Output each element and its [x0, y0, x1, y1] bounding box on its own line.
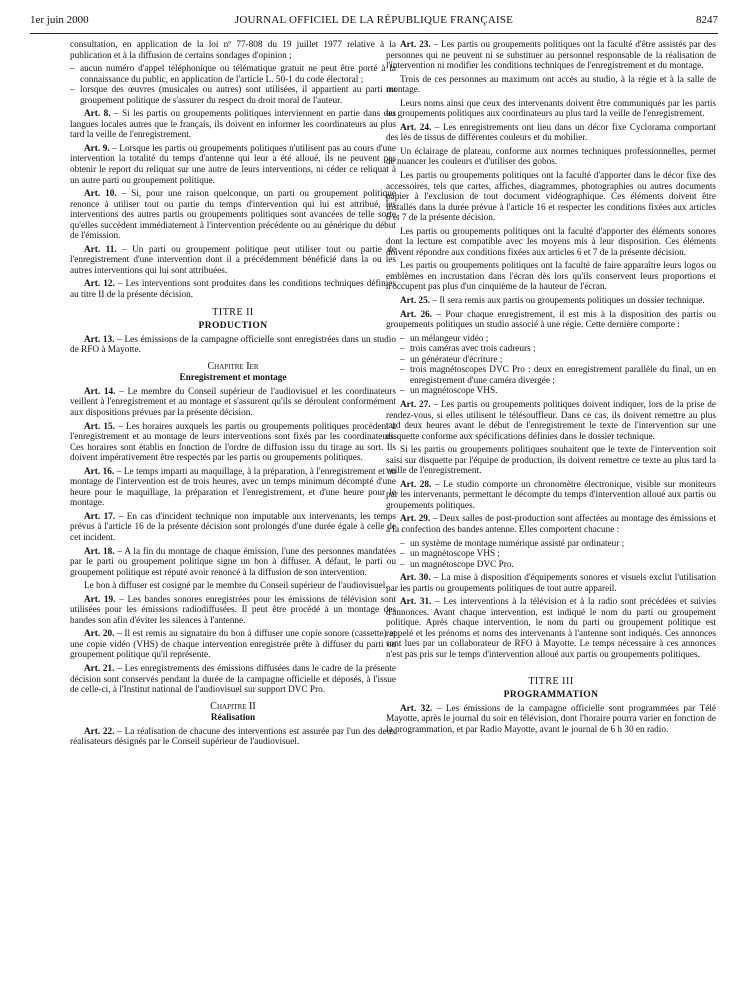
list-item: – lorsque des œuvres (musicales ou autres) sont utilisées, il appartient au parti ou groupement politique de s'assurer du respect du droit moral de l'auteur.	[70, 85, 396, 106]
article-text: – Il est remis au signataire du bon à diffuser une copie sonore (cassette) et une copie vidéo (VHS) de chaque intervention enregistrée prête à diffuser du parti ou groupement politique qu'il représente.	[70, 629, 396, 661]
article-text: – Les interventions à la télévision et à la radio sont précédées et suivies d'annonces. Avant chaque intervention, est indiqué le nom du parti ou groupement politique. Après chaque intervention, le nom du parti ou groupement politique est rappelé et les prénoms et noms des intervenants à l'antenne sont indiqués. Ces annonces sont lues par un collaborateur de RFO à Mayotte. Le temps nécessaire à ces annonces n'est pas pris sur le temps d'intervention alloué aux partis ou groupements politiques.	[386, 597, 717, 660]
article-24	[386, 123, 716, 144]
article-label: Art. 29.	[400, 514, 431, 525]
article-text: – Un parti ou groupement politique peut utiliser tout ou partie de l'enregistrement d'une intervention dont il a précédemment bénéficié dans la ou les autres interventions qui lui sont attribuées.	[70, 244, 396, 276]
post-production-list	[386, 539, 716, 571]
article-text: – Les partis ou groupements politiques doivent indiquer, lors de la prise de rendez-vous, si elles utilisent le télésouffleur. Dans ce cas, ils doivent remettre au plus tard deux heures avant le début de l'enregistrement le texte de l'intervention sur une disquette conforme aux spécifications définies dans le dossier technique.	[386, 399, 716, 442]
right-column	[386, 40, 716, 738]
article-19	[70, 595, 396, 627]
list-item: – un magnétoscope VHS ;	[386, 549, 716, 560]
article-8	[70, 109, 396, 141]
paragraph: Les partis ou groupements politiques ont la faculté de faire apparaître leurs logos ou emblèmes en incrustation dans l'écran dès lors qu'ils conservent leurs proportions et n'occupent pas plus d'un cinquième de la hauteur de l'écran.	[386, 261, 716, 293]
paragraph: consultation, en application de la loi nº 77-808 du 19 juillet 1977 relative à la publication et à la diffusion de certains sondages d'opinion ;	[70, 40, 396, 61]
list-item: – un générateur d'écriture ;	[386, 355, 716, 366]
article-25	[386, 296, 716, 307]
page-header	[30, 14, 718, 30]
title-heading: TITRE II	[212, 306, 254, 318]
header-date: 1er juin 2000	[30, 14, 89, 26]
article-label: Art. 28.	[400, 479, 432, 490]
list-item: – un magnétoscope DVC Pro.	[386, 560, 716, 571]
article-text: – Si, pour une raison quelconque, un parti ou groupement politique renonce à utiliser tout ou partie du temps d'intervention qui lui est attribué, les interventions des autres partis ou groupements politiques sont avancées de telle sorte qu'elles succèdent immédiatement à l'intervention précédente ou au générique du début de l'émission.	[70, 189, 396, 242]
paragraph: Un éclairage de plateau, conforme aux normes techniques professionnelles, permet de nuancer les couleurs et d'utiliser des gobos.	[386, 146, 716, 168]
article-20	[70, 629, 396, 661]
article-text: – Les partis ou groupements politiques ont la faculté d'être assistés par des personnes qui ne peuvent ni se substituer au personnel responsable de la réalisation de l'intervention ni modifier les conditions techniques de l'enregistrement et du montage.	[386, 40, 716, 72]
article-label: Art. 25.	[400, 296, 431, 307]
list-item: – aucun numéro d'appel téléphonique ou télématique gratuit ne peut être porté à la connaissance du public, en application de l'article L. 50-1 du code électoral ;	[70, 64, 396, 85]
article-text: – Pour chaque enregistrement, il est mis à la disposition des partis ou groupements politiques un studio associé à une régie. Cette dernière comporte :	[386, 309, 716, 331]
article-label: Art. 10.	[84, 189, 117, 200]
article-text: – Les émissions de la campagne officielle sont enregistrées dans un studio de RFO à Mayotte.	[70, 334, 396, 356]
equipment-list	[386, 334, 716, 397]
article-text: – La réalisation de chacune des interventions est assurée par l'un des deux réalisateurs désignés par le Conseil supérieur de l'audiovisuel.	[70, 726, 396, 748]
section-heading: PROGRAMMATION	[503, 690, 599, 701]
list-item: – trois caméras avec trois cadreurs ;	[386, 344, 716, 355]
article-label: Art. 12.	[84, 279, 115, 290]
article-text: – Les enregistrements des émissions diffusées dans le cadre de la présente décision sont conservés pendant la durée de la campagne officielle et déposés, à l'issue de celle-ci, à l'Institut national de l'audiovisuel sur support DVC Pro.	[70, 663, 396, 696]
article-21	[70, 664, 396, 696]
article-text: – Le membre du Conseil supérieur de l'audiovisuel et les coordinateurs veillent à l'enregistrement et au montage et s'assurent qu'ils se déroulent conformément aux dispositions prévues par la présente décision.	[70, 386, 396, 418]
article-label: Art. 30.	[400, 573, 431, 584]
article-label: Art. 20.	[84, 629, 115, 640]
article-text: – Lorsque les partis ou groupements politiques n'utilisent pas au cours d'une intervention la totalité du temps d'antenne qui leur a été alloué, ils ne peuvent pas obtenir le report du reliquat sur une autre de leurs interventions, ni céder ce reliquat à un autre parti ou groupement politique.	[70, 143, 396, 186]
article-text: – La mise à disposition d'équipements sonores et visuels exclut l'utilisation par les partis ou groupements politiques de tout autre appareil.	[386, 573, 716, 594]
article-text: – Si les partis ou groupements politiques interviennent en partie dans des langues locales autres que le français, ils doivent en informer les coordinateurs au plus tard la veille de l'enregistrement.	[70, 109, 396, 141]
article-text: – Les bandes sonores enregistrées pour les émissions de télévision sont utilisées pour les émissions radiodiffusées. Il peut être procédé à un montage des bandes son afin d'éviter les silences à l'antenne.	[70, 594, 396, 626]
paragraph: Si les partis ou groupements politiques souhaitent que le texte de l'intervention soit saisi sur disquette par l'équipe de production, ils doivent remettre ce texte au plus tard la veille de l'enregistrement.	[386, 445, 716, 477]
article-14	[70, 387, 396, 419]
article-30	[386, 573, 716, 594]
article-text: – A la fin du montage de chaque émission, l'une des personnes mandatées par le parti ou groupement politique signe un bon à diffuser. A défaut, le parti ou groupement politique est réputé avoir renoncé à la diffusion de son intervention.	[70, 546, 396, 578]
article-text: – Les enregistrements ont lieu dans un décor fixe Cyclorama comportant des lés de tissus de différentes couleurs et du mobilier.	[386, 122, 716, 144]
article-9	[70, 144, 396, 186]
paragraph: Leurs noms ainsi que ceux des intervenants doivent être communiqués par les partis ou groupements politiques aux coordinateurs au plus tard la veille de l'enregistrement.	[386, 98, 716, 120]
article-label: Art. 27.	[400, 399, 431, 410]
chapter-subheading: Enregistrement et montage	[179, 373, 287, 384]
left-column	[70, 40, 396, 751]
article-label: Art. 31.	[400, 597, 432, 608]
article-label: Art. 17.	[84, 511, 116, 522]
article-text: – Il sera remis aux partis ou groupements politiques un dossier technique.	[430, 296, 705, 307]
article-text: – Les émissions de la campagne officielle sont programmées par Télé Mayotte, après le journal du soir en télévision, dont l'horaire pourra varier en fonction de la programmation, et par Radio Mayotte, avant le journal de 6 h 30 en radio.	[386, 703, 716, 735]
article-label: Art. 32.	[400, 703, 433, 714]
article-label: Art. 14.	[84, 386, 116, 397]
paragraph: Les partis ou groupements politiques ont la faculté d'apporter dans le décor fixe des accessoires, tels que cartes, affiches, diagrammes, photographies ou autres documents papier à l'exclusion de tout document vidéographique. Ces éléments doivent être installés dans la durée prévue à l'article 16 et respecter les conditions fixées aux articles 6 et 7 de la présente décision.	[386, 171, 716, 224]
list-item: – un mélangeur vidéo ;	[386, 334, 716, 345]
paragraph: Le bon à diffuser est cosigné par le membre du Conseil supérieur de l'audiovisuel.	[84, 581, 388, 592]
article-text: – En cas d'incident technique non imputable aux intervenants, les temps prévus à l'article 16 de la présente décision sont prolongés d'une durée égale à celle de cet incident.	[70, 511, 396, 543]
article-label: Art. 16.	[84, 466, 115, 477]
article-text: – Le temps imparti au maquillage, à la préparation, à l'enregistrement et au montage de l'intervention est de trois heures, avec un temps minimum décompté d'une heure pour le maquillage, la préparation et l'enregistrement, et d'une heure pour le montage.	[70, 466, 396, 509]
article-23	[386, 40, 716, 72]
paragraph: Les partis ou groupements politiques ont la faculté d'apporter des éléments sonores dont la lecture est compatible avec les moyens mis à leur disposition. Ces éléments doivent répondre aux conditions fixées aux articles 6 et 7 de la présente décision.	[386, 226, 716, 258]
article-label: Art. 15.	[84, 421, 115, 432]
paragraph: Trois de ces personnes au maximum ont accès au studio, à la régie et à la salle de montage.	[386, 74, 716, 96]
list-item: – un magnétoscope VHS.	[386, 386, 716, 397]
list-item: – trois magnétoscopes DVC Pro : deux en enregistrement parallèle du final, un en enregistrement d'une caméra divergée ;	[386, 365, 716, 386]
article-text: – Les horaires auxquels les partis ou groupements politiques procèdent à l'enregistrement et au montage de leurs interventions sont fixés par les coordinateurs. Ces horaires sont établis en fonction de l'ordre de diffusion issu du tirage au sort. Ils doivent impérativement être respectés par les partis ou groupements politiques.	[70, 421, 396, 464]
article-22	[70, 727, 396, 748]
condition-list	[70, 64, 396, 106]
list-item: – un système de montage numérique assisté par ordinateur ;	[386, 539, 716, 550]
title-heading: TITRE III	[528, 675, 574, 687]
article-label: Art. 18.	[84, 546, 115, 557]
article-26	[386, 310, 716, 331]
article-16	[70, 467, 396, 509]
article-28	[386, 480, 716, 512]
article-text: – Les interventions sont produites dans les conditions techniques définies au titre II de la présente décision.	[70, 279, 396, 301]
chapter-heading: Chapitre II	[210, 700, 256, 712]
article-32	[386, 704, 716, 736]
article-label: Art. 21.	[84, 663, 115, 674]
article-31	[386, 597, 716, 660]
article-27	[386, 400, 716, 442]
article-label: Art. 24.	[400, 122, 432, 133]
article-text: – Deux salles de post-production sont affectées au montage des émissions et à la confection des bandes antenne. Elles comportent chacune :	[386, 514, 716, 535]
article-18	[70, 547, 396, 579]
article-label: Art. 8.	[84, 109, 111, 120]
article-13	[70, 335, 396, 356]
header-rule	[30, 33, 718, 34]
section-heading: PRODUCTION	[198, 321, 268, 332]
article-10	[70, 189, 396, 242]
article-label: Art. 11.	[84, 244, 117, 255]
header-page-number: 8247	[696, 14, 718, 26]
article-label: Art. 22.	[84, 726, 115, 737]
article-label: Art. 19.	[84, 594, 116, 605]
article-29	[386, 514, 716, 535]
article-label: Art. 13.	[84, 334, 115, 345]
chapter-subheading: Réalisation	[210, 713, 256, 724]
article-label: Art. 9.	[84, 143, 110, 154]
article-15	[70, 422, 396, 464]
article-11	[70, 245, 396, 277]
article-text: – Le studio comporte un chronomètre électronique, visible sur moniteurs par les intervenants, permettant le décompte du temps d'intervention alloué aux partis ou groupements politiques.	[386, 479, 716, 511]
header-journal-title: JOURNAL OFFICIEL DE LA RÉPUBLIQUE FRANÇAISE	[234, 14, 514, 26]
chapter-heading: Chapitre Ier	[207, 360, 259, 372]
article-label: Art. 23.	[400, 40, 431, 50]
article-label: Art. 26.	[400, 309, 433, 320]
article-17	[70, 512, 396, 544]
article-12	[70, 279, 396, 300]
